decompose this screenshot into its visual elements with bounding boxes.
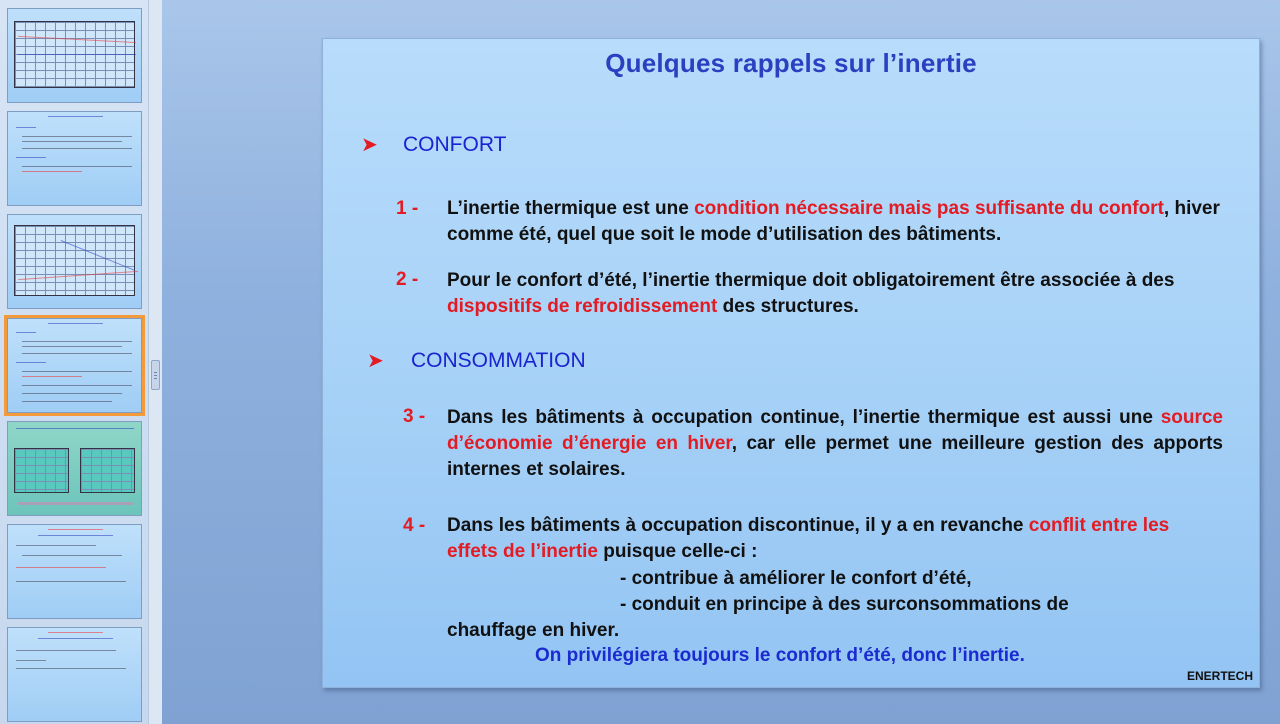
point-4-sub-1: - contribue à améliorer le confort d’été, — [620, 568, 972, 589]
point-3-text — [447, 405, 1223, 483]
slide-thumbnail-7[interactable] — [7, 627, 142, 722]
point-1-highlight: condition nécessaire mais pas suffisante du confort — [694, 198, 1164, 219]
point-4-highlight: conflit entre les effets de l’inertie — [447, 515, 1170, 562]
slide-thumbnail-6[interactable] — [7, 524, 142, 619]
point-1-number: 1 - — [396, 198, 419, 219]
point-2-highlight: dispositifs de refroidissement — [447, 296, 718, 317]
point-4-number: 4 - — [403, 515, 426, 536]
scrollbar-thumb[interactable] — [151, 360, 160, 390]
conclusion-text: On privilégiera toujours le confort d’été, donc l’inertie. — [535, 645, 1025, 666]
point-3-text-a: Dans les bâtiments à occupation continue, l’inertie thermique est aussi une — [447, 407, 1161, 428]
slide-title: Quelques rappels sur l’inertie — [605, 48, 977, 78]
section-confort: CONFORT — [403, 133, 507, 156]
point-2-text-a: Pour le confort d’été, l’inertie thermique doit obligatoirement être associée à des — [447, 270, 1175, 291]
point-2-number: 2 - — [396, 269, 419, 290]
slide-thumbnail-2[interactable] — [7, 111, 142, 206]
slide-thumbnail-4-selected[interactable] — [7, 318, 142, 413]
point-3-number: 3 - — [403, 406, 426, 427]
point-2-text-b: des structures. — [717, 296, 859, 317]
section-consommation: CONSOMMATION — [411, 349, 586, 372]
point-4-sub-2: - conduit en principe à des surconsommations de — [620, 594, 1069, 615]
point-4-text — [447, 513, 1207, 565]
brand-logo-text: ENERTECH — [1186, 669, 1253, 683]
point-4-text-b: puisque celle-ci : — [598, 541, 758, 562]
arrow-bullet-icon: ➤ — [361, 134, 378, 156]
slide-thumbnail-pane[interactable] — [0, 0, 149, 724]
point-1-text — [447, 196, 1227, 248]
point-3-text-b: , car elle permet une meilleure gestion des apports internes et solaires. — [447, 433, 1223, 480]
thumbnail-scrollbar[interactable] — [148, 0, 162, 724]
point-4-text-a: Dans les bâtiments à occupation discontinue, il y a en revanche — [447, 515, 1029, 536]
arrow-bullet-icon: ➤ — [367, 350, 384, 372]
point-4-sub-3: chauffage en hiver. — [447, 620, 620, 641]
slide-thumbnail-5[interactable] — [7, 421, 142, 516]
point-1-text-a: L’inertie thermique est une — [447, 198, 695, 219]
slide-canvas[interactable] — [322, 38, 1260, 688]
slide-thumbnail-3[interactable] — [7, 214, 142, 309]
slide-thumbnail-1[interactable] — [7, 8, 142, 103]
point-3-highlight: source d’économie d’énergie en hiver — [447, 407, 1223, 454]
point-1-text-b: , hiver comme été, quel que soit le mode d’utilisation des bâtiments. — [447, 198, 1220, 245]
point-2-text — [447, 268, 1222, 320]
